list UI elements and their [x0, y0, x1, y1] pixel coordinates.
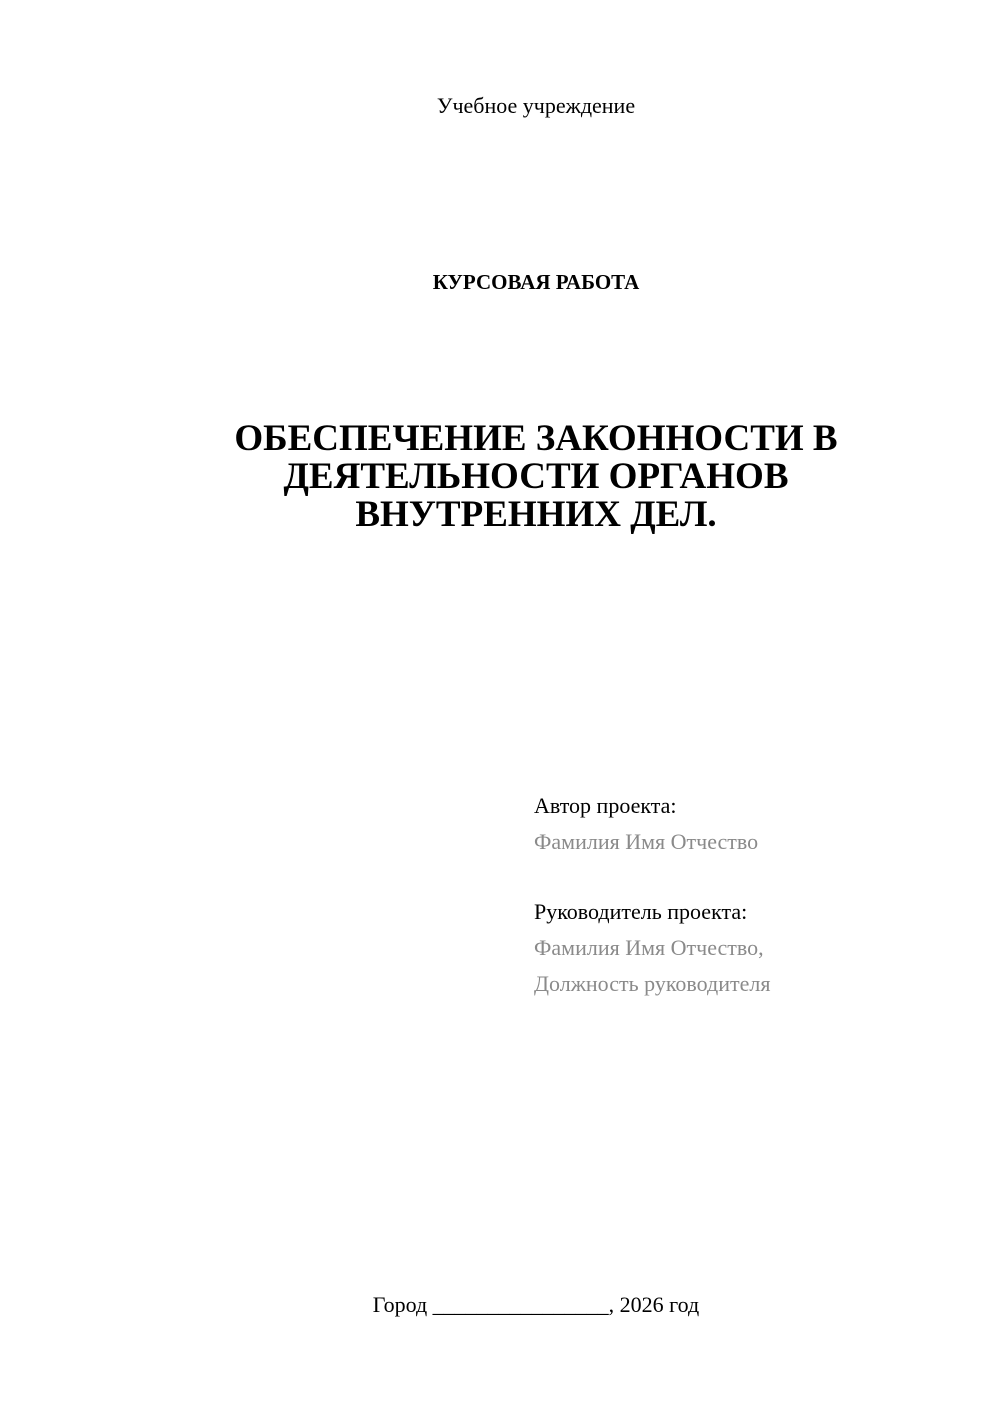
- work-type-heading: КУРСОВАЯ РАБОТА: [432, 270, 640, 294]
- document-title: [180, 420, 892, 534]
- title-line-1: ОБЕСПЕЧЕНИЕ ЗАКОННОСТИ В: [234, 418, 838, 459]
- credits-spacer: [534, 860, 974, 894]
- credits-block: [534, 788, 974, 1002]
- author-label: Автор проекта:: [534, 793, 677, 818]
- supervisor-label: Руководитель проекта:: [534, 899, 748, 924]
- supervisor-name: Фамилия Имя Отчество,: [534, 935, 764, 960]
- institution-name: Учебное учреждение: [436, 93, 636, 118]
- title-line-2: ДЕЯТЕЛЬНОСТИ ОРГАНОВ: [283, 456, 789, 497]
- title-line-3: ВНУТРЕННИХ ДЕЛ.: [355, 494, 717, 535]
- city-year-line: Город ________________, 2026 год: [372, 1292, 700, 1317]
- author-name: Фамилия Имя Отчество: [534, 829, 759, 854]
- supervisor-position: Должность руководителя: [534, 971, 771, 996]
